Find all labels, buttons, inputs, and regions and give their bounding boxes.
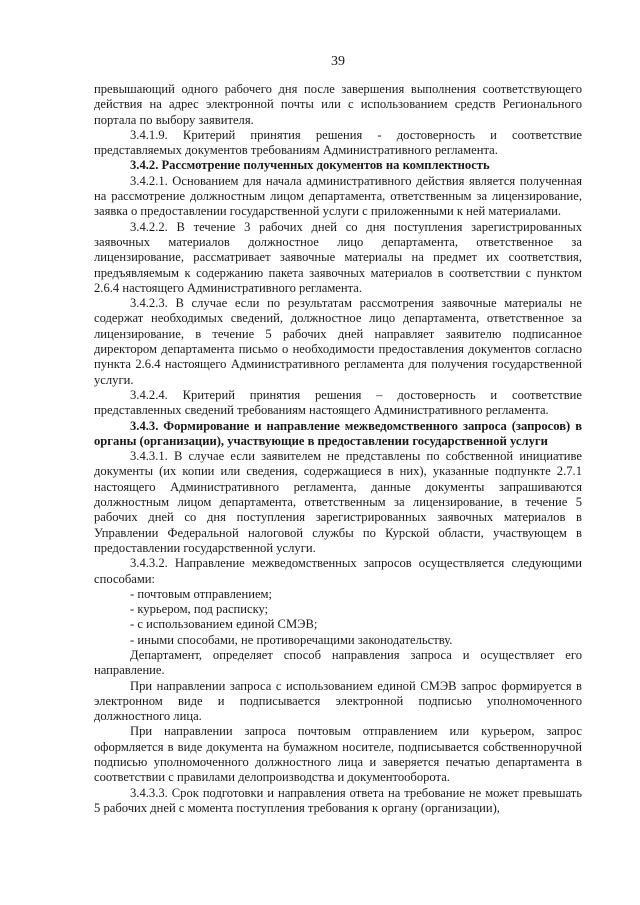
paragraph: 3.4.2.1. Основанием для начала административного действия является полученная на рассмотрение должностным лицом департамента, ответственным за лицензирование, заявка о предоставлении государственной услуги с приложенными к ней материалами. [94,173,582,219]
paragraph: 3.4.3.3. Срок подготовки и направления ответа на требование не может превышать 5 рабочих дней с момента поступления требования к органу (организации), [94,785,582,815]
paragraph: 3.4.2.2. В течение 3 рабочих дней со дня поступления зарегистрированных заявочных материалов должностное лицо департамента, ответственное за лицензирование, рассматривает заявочные материалы на предмет их соответствия, предъявляемым к содержанию пакета заявочных материалов в соответствии с пунктом 2.6.4 настоящего Административного регламента. [94,219,582,295]
paragraph: При направлении запроса с использованием единой СМЭВ запрос формируется в электронном виде и подписывается электронной подписью уполномоченного должностного лица. [94,678,582,724]
list-item: - с использованием единой СМЭВ; [130,617,318,632]
paragraph: 3.4.3.2. Направление межведомственных запросов осуществляется следующими способами: [94,556,582,586]
paragraph: 3.4.2.4. Критерий принятия решения – достоверность и соответствие представленных сведений требованиям настоящего Административного регламента. [94,387,582,418]
paragraph: 3.4.1.9. Критерий принятия решения - достоверность и соответствие представляемых документов требованиям Административного регламента. [94,127,582,158]
section-heading: 3.4.3. Формирование и направление межведомственного запроса (запросов) в органы (организации), участвующие в предоставлении государственной услуги [94,418,582,448]
paragraph: При направлении запроса почтовым отправлением или курьером, запрос оформляется в виде документа на бумажном носителе, подписывается собственноручной подписью уполномоченного должностного лица и заверяется печатью департамента в соответствии с правилами делопроизводства и документооборота. [94,724,582,785]
paragraph: 3.4.3.1. В случае если заявителем не представлены по собственной инициативе документы (их копии или сведения, содержащиеся в них), указанные подпункте 2.7.1 настоящего Административного регламента, данные документы запрашиваются должностным лицом департамента, ответственным за лицензирование, в течение 5 рабочих дней со дня поступления зарегистрированных заявочных материалов в Управлении Федеральной налоговой службы по Курской области, участвующем в предоставлении государственной услуги. [94,449,582,555]
document-body [94,82,582,816]
list-item: - почтовым отправлением; [130,586,272,601]
paragraph: Департамент, определяет способ направления запроса и осуществляет его направление. [94,647,582,678]
paragraph: превышающий одного рабочего дня после завершения выполнения соответствующего действия на адрес электронной почты или с использованием средств Регионального портала по выбору заявителя. [94,82,582,127]
paragraph: 3.4.2.3. В случае если по результатам рассмотрения заявочные материалы не содержат необходимых сведений, должностное лицо департамента, ответственное за лицензирование, в течение 5 рабочих дней направляет заявителю подписанное директором департамента письмо о необходимости предоставления документов согласно пункта 2.6.4 настоящего Административного регламента для получения государственной услуги. [94,296,582,387]
list-item: - курьером, под расписку; [130,602,269,617]
section-heading: 3.4.2. Рассмотрение полученных документов на комплектность [130,158,490,173]
page-number: 39 [331,54,345,69]
list-item: - иными способами, не противоречащими законодательству. [130,632,453,647]
